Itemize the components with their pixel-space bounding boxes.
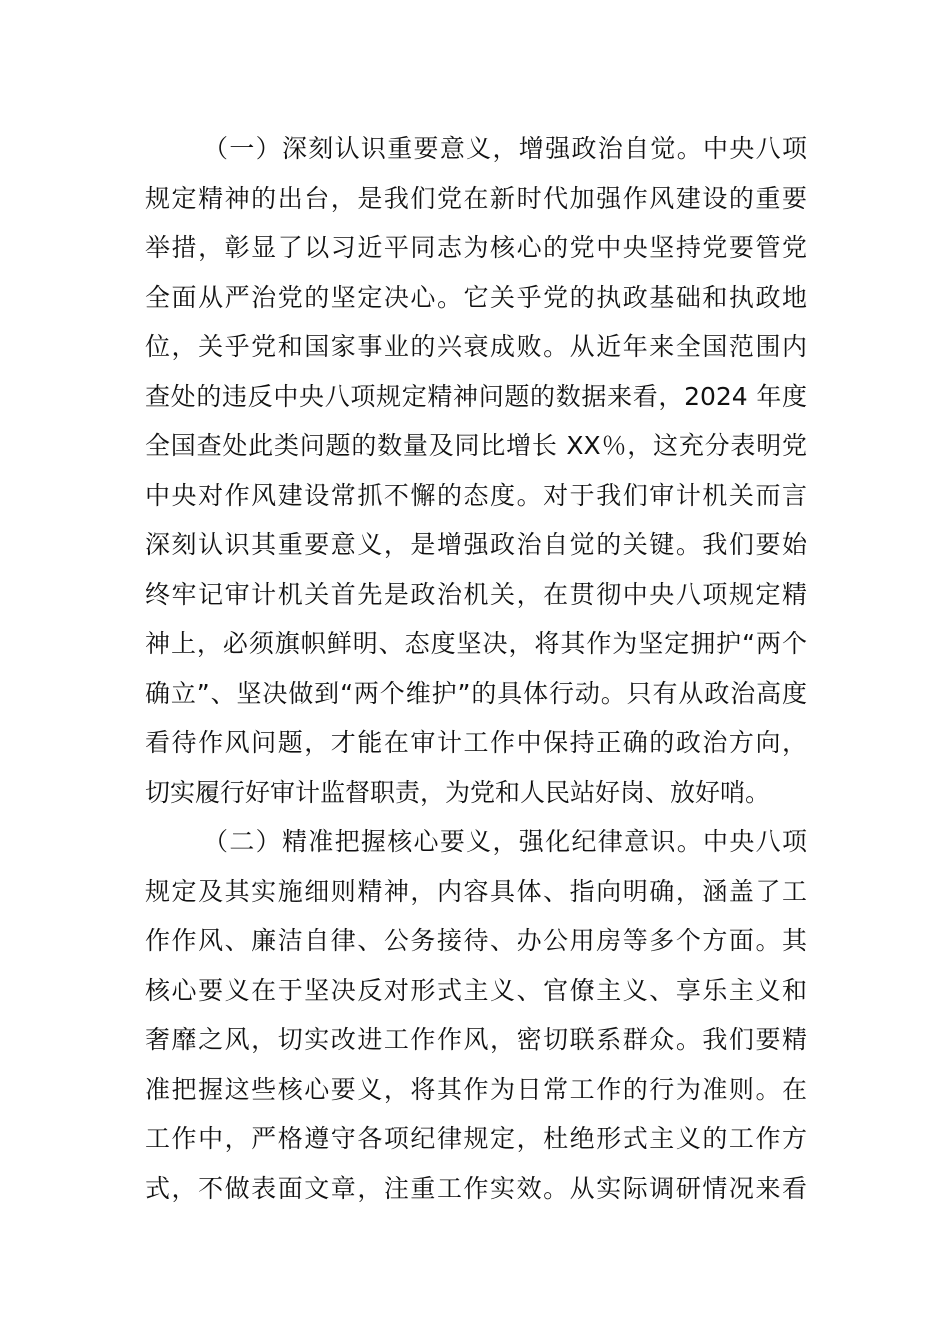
paragraph-line: 作作风、廉洁自律、公务接待、办公用房等多个方面。其 (145, 926, 807, 955)
paragraph-line: 举措，彰显了以习近平同志为核心的党中央坚持党要管党 (145, 233, 807, 262)
paragraph-line: 奢靡之风，切实改进工作作风，密切联系群众。我们要精 (145, 1025, 807, 1054)
paragraph-line: 全国查处此类问题的数量及同比增长 XX％，这充分表明党 (145, 431, 807, 460)
paragraph-line: 规定精神的出台，是我们党在新时代加强作风建设的重要 (145, 183, 807, 213)
paragraph-line: 规定及其实施细则精神，内容具体、指向明确，涵盖了工 (145, 876, 807, 906)
paragraph-line: 中央对作风建设常抓不懈的态度。对于我们审计机关而言 (145, 480, 807, 510)
document-body (145, 124, 807, 1213)
paragraph-line: 神上，必须旗帜鲜明、态度坚决，将其作为坚定拥护“两个 (145, 629, 807, 658)
paragraph-line: 查处的违反中央八项规定精神问题的数据来看，2024 年度 (145, 381, 807, 411)
paragraph-line: 深刻认识其重要意义，是增强政治自觉的关键。我们要始 (145, 530, 807, 559)
paragraph-line: 式，不做表面文章，注重工作实效。从实际调研情况来看 (145, 1173, 807, 1203)
paragraph-line: 准把握这些核心要义，将其作为日常工作的行为准则。在 (145, 1074, 807, 1104)
paragraph-line: 切实履行好审计监督职责，为党和人民站好岗、放好哨。 (145, 777, 771, 807)
paragraph-line: 终牢记审计机关首先是政治机关，在贯彻中央八项规定精 (145, 579, 807, 609)
paragraph-line: （二）精准把握核心要义，强化纪律意识。中央八项 (203, 827, 807, 856)
paragraph-line: 工作中，严格遵守各项纪律规定，杜绝形式主义的工作方 (145, 1124, 807, 1153)
paragraph-line: 全面从严治党的坚定决心。它关乎党的执政基础和执政地 (145, 282, 807, 312)
paragraph-line: （一）深刻认识重要意义，增强政治自觉。中央八项 (203, 134, 807, 163)
paragraph-line: 核心要义在于坚决反对形式主义、官僚主义、享乐主义和 (145, 975, 807, 1005)
paragraph-line: 看待作风问题，才能在审计工作中保持正确的政治方向， (145, 728, 807, 757)
paragraph-line: 确立”、坚决做到“两个维护”的具体行动。只有从政治高度 (145, 678, 807, 708)
paragraph-section-1 (145, 124, 807, 817)
paragraph-section-2 (145, 817, 807, 1213)
paragraph-line: 位，关乎党和国家事业的兴衰成败。从近年来全国范围内 (145, 332, 807, 361)
